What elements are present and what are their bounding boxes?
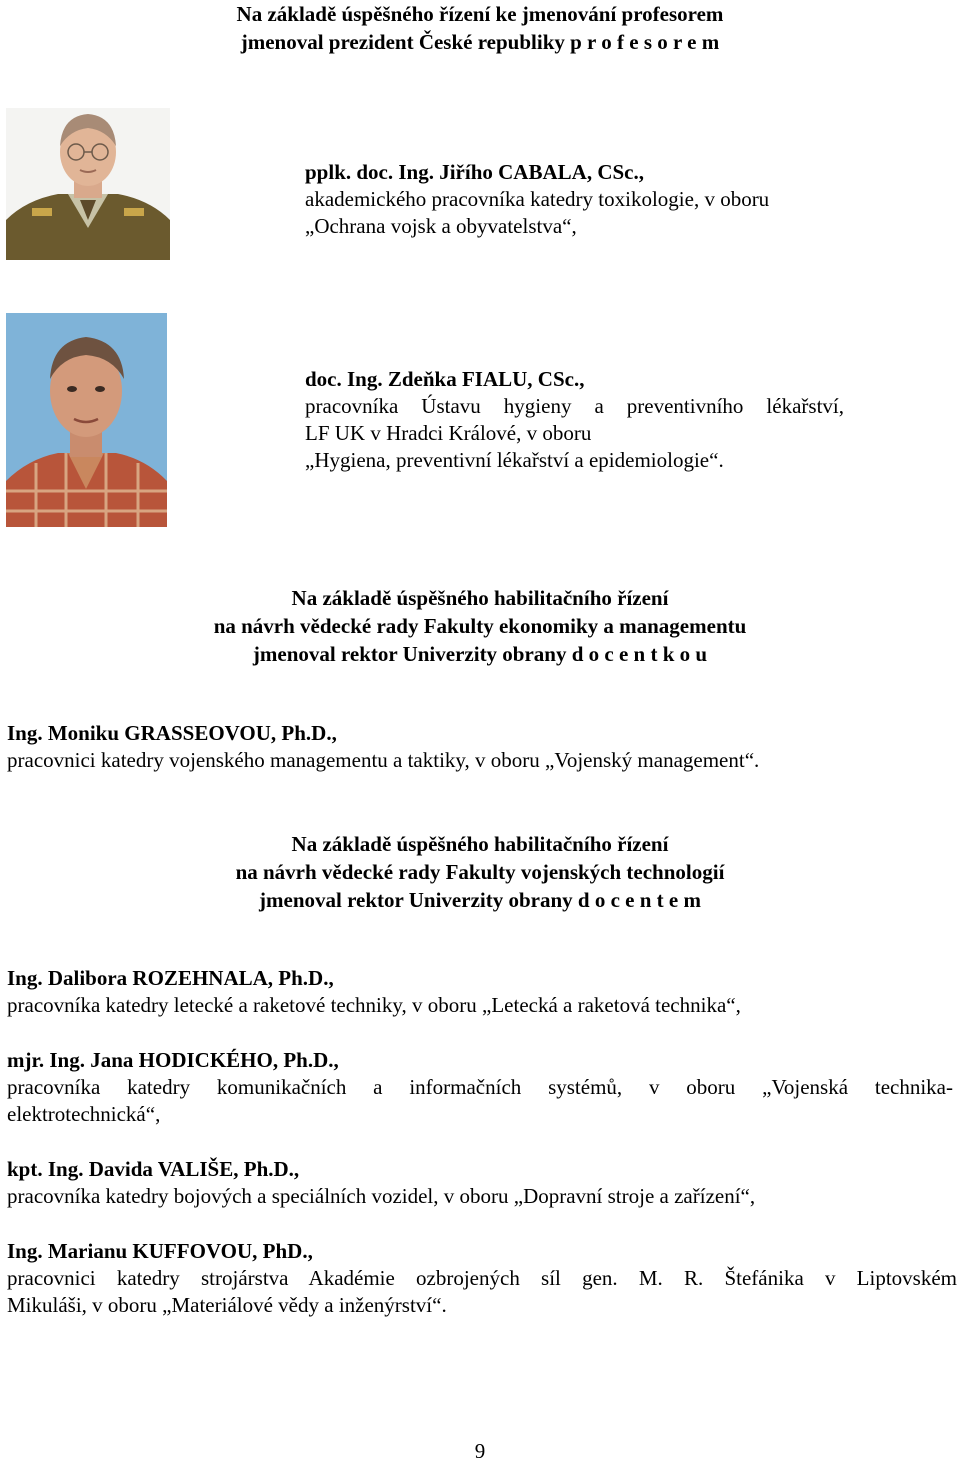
- person-description-line: pracovnici katedry strojárstva Akadémie ozbrojených síl gen. M. R. Štefánika v Liptovském: [7, 1266, 957, 1290]
- page-number: 9: [474, 1439, 486, 1463]
- person-name: Ing. Moniku GRASSEOVOU, Ph.D.,: [7, 721, 337, 745]
- section2-heading: [0, 584, 960, 668]
- section3-heading: [0, 830, 960, 914]
- heading-line: Na základě úspěšného řízení ke jmenování profesorem: [236, 2, 724, 26]
- heading-line: jmenoval rektor Univerzity obrany d o c e n t e m: [259, 888, 701, 912]
- person-description-line: pracovníka katedry bojových a speciálních vozidel, v oboru „Dopravní stroje a zařízení“,: [7, 1184, 756, 1208]
- person-entry-cabala: [305, 159, 769, 240]
- heading-line: jmenoval rektor Univerzity obrany d o c e n t k o u: [252, 642, 708, 666]
- person-entry-fiala: [305, 366, 844, 474]
- heading-line: na návrh vědecké rady Fakulty vojenských technologií: [235, 860, 725, 884]
- person-entry-hodicky: [7, 1047, 953, 1128]
- person-name: mjr. Ing. Jana HODICKÉHO, Ph.D.,: [7, 1048, 339, 1072]
- person-name: Ing. Marianu KUFFOVOU, PhD.,: [7, 1239, 313, 1263]
- person-name: doc. Ing. Zdeňka FIALU, CSc.,: [305, 367, 585, 391]
- person-description-line: LF UK v Hradci Králové, v oboru: [305, 421, 592, 445]
- person-description-line: „Hygiena, preventivní lékařství a epidemiologie“.: [305, 448, 724, 472]
- section1-heading: [0, 0, 960, 56]
- heading-line: na návrh vědecké rady Fakulty ekonomiky a managementu: [213, 614, 747, 638]
- person-description-line: Mikuláši, v oboru „Materiálové vědy a inženýrství“.: [7, 1293, 447, 1317]
- person-description-line: pracovníka Ústavu hygieny a preventivního lékařství,: [305, 394, 844, 418]
- person-name: Ing. Dalibora ROZEHNALA, Ph.D.,: [7, 966, 334, 990]
- person-description-line: „Ochrana vojsk a obyvatelstva“,: [305, 214, 577, 238]
- person-description-line: pracovnici katedry vojenského managementu a taktiky, v oboru „Vojenský management“.: [7, 748, 760, 772]
- portrait-photo-cabala: [6, 108, 170, 260]
- portrait-photo-fiala: [6, 313, 167, 527]
- person-name: pplk. doc. Ing. Jiřího CABALA, CSc.,: [305, 160, 644, 184]
- person-entry-grasseova: [7, 720, 759, 774]
- person-description-line: akademického pracovníka katedry toxikologie, v oboru: [305, 187, 770, 211]
- person-entry-valis: [7, 1156, 953, 1210]
- person-description-line: pracovníka katedry komunikačních a informačních systémů, v oboru „Vojenská technika-: [7, 1075, 953, 1099]
- heading-line: jmenoval prezident České republiky p r o f e s o r e m: [240, 30, 720, 54]
- person-entry-rozehnal: [7, 965, 953, 1019]
- person-name: kpt. Ing. Davida VALIŠE, Ph.D.,: [7, 1157, 300, 1181]
- person-entry-kuffova: [7, 1238, 957, 1319]
- heading-line: Na základě úspěšného habilitačního řízení: [291, 832, 669, 856]
- person-description-line: elektrotechnická“,: [7, 1102, 161, 1126]
- person-description-line: pracovníka katedry letecké a raketové techniky, v oboru „Letecká a raketová technika“,: [7, 993, 741, 1017]
- heading-line: Na základě úspěšného habilitačního řízení: [291, 586, 669, 610]
